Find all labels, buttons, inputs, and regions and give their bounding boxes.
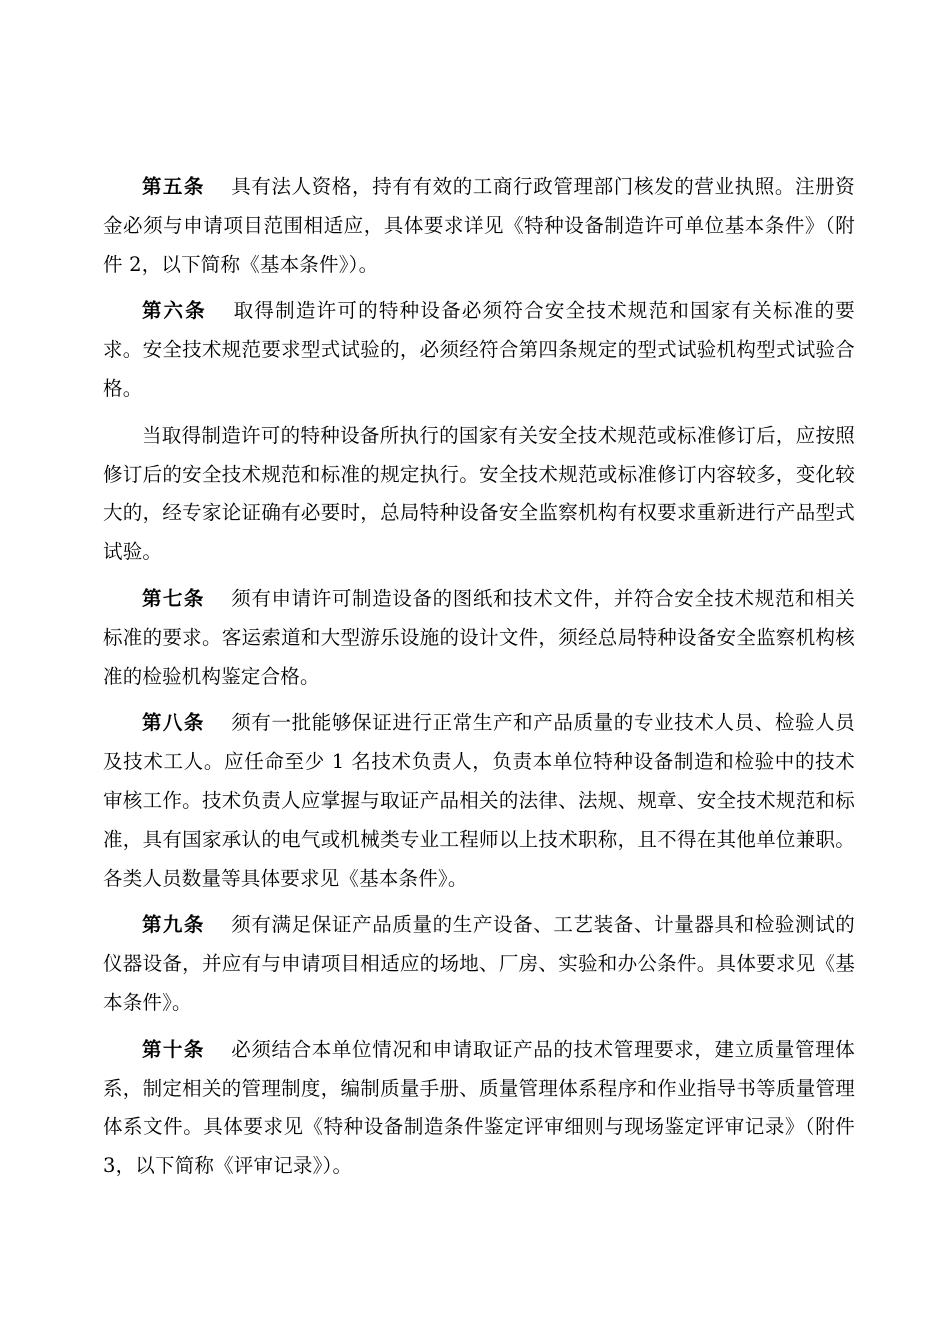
article-7-paragraph [103,580,855,696]
article-number: 第八条 [142,711,205,735]
article-5-paragraph [103,168,855,284]
article-text: 必须结合本单位情况和申请取证产品的技术管理要求，建立质量管理体系，制定相关的管理制度，编制质量手册、质量管理体系程序和作业指导书等质量管理体系文件。具体要求见《特种设备制造条件鉴定评审细则与现场鉴定评审记录》（附件 3，以下简称《评审记录》）。 [103,1037,855,1178]
article-text: 当取得制造许可的特种设备所执行的国家有关安全技术规范或标准修订后，应按照修订后的安全技术规范和标准的规定执行。安全技术规范或标准修订内容较多，变化较大的，经专家论证确有必要时，总局特种设备安全监察机构有权要求重新进行产品型式试验。 [103,423,855,564]
article-number: 第九条 [142,913,205,937]
article-text: 须有一批能够保证进行正常生产和产品质量的专业技术人员、检验人员及技术工人。应任命至少 1 名技术负责人，负责本单位特种设备制造和检验中的技术审核工作。技术负责人应掌握与取证产品相关的法律、法规、规章、安全技术规范和标准，具有国家承认的电气或机械类专业工程师以上技术职称，且不得在其他单位兼职。各类人员数量等具体要求见《基本条件》。 [103,711,855,890]
article-number: 第六条 [142,299,207,323]
article-number: 第五条 [142,175,205,198]
article-9-paragraph [103,906,855,1022]
article-10-paragraph [103,1031,855,1186]
article-text: 具有法人资格，持有有效的工商行政管理部门核发的营业执照。注册资金必须与申请项目范围相适应，具体要求详见《特种设备制造许可单位基本条件》（附件 2，以下简称《基本条件》）。 [103,175,855,276]
article-number: 第十条 [142,1037,205,1061]
article-text: 取得制造许可的特种设备必须符合安全技术规范和国家有关标准的要求。安全技术规范要求型式试验的，必须经符合第四条规定的型式试验机构型式试验合格。 [103,299,855,400]
article-6-continuation-paragraph [103,417,855,572]
article-text: 须有申请许可制造设备的图纸和技术文件，并符合安全技术规范和相关标准的要求。客运索道和大型游乐设施的设计文件，须经总局特种设备安全监察机构核准的检验机构鉴定合格。 [103,586,855,688]
article-number: 第七条 [142,586,205,610]
document-body [103,168,855,1194]
article-text: 须有满足保证产品质量的生产设备、工艺装备、计量器具和检验测试的仪器设备，并应有与申请项目相适应的场地、厂房、实验和办公条件。具体要求见《基本条件》。 [103,913,855,1014]
article-6-paragraph [103,292,855,408]
article-8-paragraph [103,704,855,898]
